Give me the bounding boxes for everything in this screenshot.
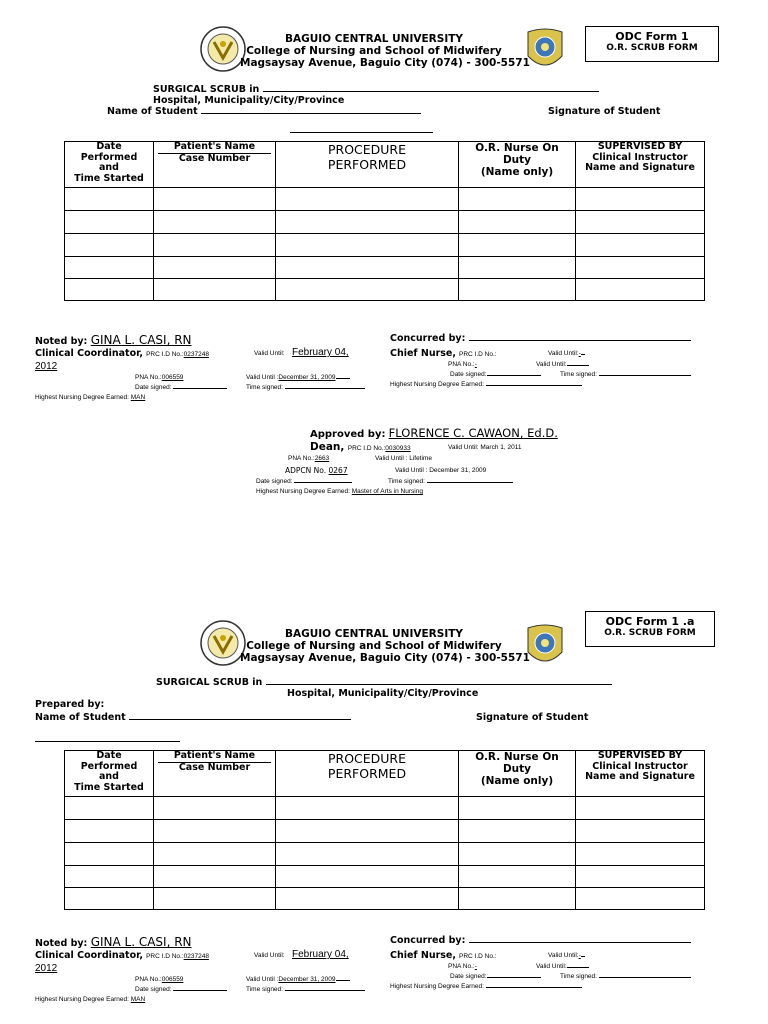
- form-code: ODC Form 1: [615, 30, 689, 43]
- coord-degree: Highest Nursing Degree Earned: MAN: [35, 394, 146, 401]
- form-title: O.R. SCRUB FORM: [604, 628, 696, 638]
- college-address: Magsaysay Avenue, Baguio City (074) - 300-5571: [240, 57, 530, 69]
- chief-time-signed: Time signed:: [560, 371, 691, 378]
- coord-date-signed: Date signed:: [135, 384, 227, 391]
- table-cell[interactable]: [276, 797, 459, 820]
- coord-degree: Highest Nursing Degree Earned: MAN: [35, 996, 146, 1003]
- form-title: O.R. SCRUB FORM: [606, 43, 698, 53]
- coord-valid-label: Valid Until:: [254, 350, 285, 357]
- table-cell[interactable]: [154, 797, 276, 820]
- coord-time-signed: Time signed:: [246, 986, 365, 993]
- dean-pna-valid: Valid Until : Lifetime: [375, 455, 432, 462]
- table-cell[interactable]: [576, 279, 705, 301]
- table-row: [65, 888, 705, 910]
- table-cell[interactable]: [459, 234, 576, 257]
- hospital-label: Hospital, Municipality/City/Province: [287, 688, 479, 699]
- coordinator-line: Clinical Coordinator, PRC I.D No.:0237248: [35, 950, 209, 961]
- form-code: ODC Form 1 .a: [605, 615, 695, 628]
- table-cell[interactable]: [154, 866, 276, 888]
- table-cell[interactable]: [576, 843, 705, 866]
- table-cell[interactable]: [576, 820, 705, 843]
- table-cell[interactable]: [276, 188, 459, 211]
- table-cell[interactable]: [276, 279, 459, 301]
- table-cell[interactable]: [65, 234, 154, 257]
- table-row: [65, 279, 705, 301]
- table-row: [65, 797, 705, 820]
- college-name: College of Nursing and School of Midwifery: [246, 45, 502, 57]
- table-cell[interactable]: [276, 234, 459, 257]
- table-row: [65, 234, 705, 257]
- table-cell[interactable]: [276, 211, 459, 234]
- col-date-header: Date Performed and Time Started: [65, 751, 154, 797]
- table-row: [65, 843, 705, 866]
- chief-degree: Highest Nursing Degree Earned:: [390, 381, 582, 388]
- dean-time-signed: Time signed:: [388, 478, 513, 485]
- approved-by-name: FLORENCE C. CAWAON, Ed.D.: [388, 426, 558, 440]
- coord-valid: February 04,: [292, 347, 349, 358]
- hospital-label: Hospital, Municipality/City/Province: [153, 95, 345, 106]
- student-name-label: Name of Student: [35, 712, 351, 723]
- university-name: BAGUIO CENTRAL UNIVERSITY: [285, 628, 463, 640]
- table-cell[interactable]: [276, 866, 459, 888]
- coord-year: 2012: [35, 963, 58, 974]
- coord-pna-valid: Valid Until :December 31, 2009: [246, 374, 350, 381]
- dean-adpcn: ADPCN No. 0267: [285, 466, 348, 475]
- coord-pna: PNA No.:006559: [135, 374, 184, 381]
- coord-time-signed: Time signed:: [246, 384, 365, 391]
- table-row: [65, 866, 705, 888]
- table-cell[interactable]: [576, 234, 705, 257]
- table-row: [65, 211, 705, 234]
- table-cell[interactable]: [65, 866, 154, 888]
- table-cell[interactable]: [276, 843, 459, 866]
- coord-pna: PNA No.:006559: [135, 976, 184, 983]
- chief-degree: Highest Nursing Degree Earned:: [390, 983, 582, 990]
- chief-pna: PNA No.:-: [448, 361, 477, 368]
- table-cell[interactable]: [154, 257, 276, 279]
- chief-valid: Valid Until:-: [548, 952, 585, 959]
- college-name: College of Nursing and School of Midwifery: [246, 640, 502, 652]
- table-row: [65, 188, 705, 211]
- form-code-box: [585, 26, 719, 62]
- table-cell[interactable]: [154, 211, 276, 234]
- dean-pna: PNA No.:2663: [288, 455, 330, 462]
- table-cell[interactable]: [276, 888, 459, 910]
- signature-line: [290, 118, 433, 137]
- table-cell[interactable]: [276, 820, 459, 843]
- table-cell[interactable]: [65, 279, 154, 301]
- scrub-log-table: [64, 141, 705, 301]
- table-cell[interactable]: [459, 188, 576, 211]
- col-supervisor-header: SUPERVISED BY Clinical Instructor Name and Signature: [576, 751, 705, 797]
- chief-pna: PNA No.:-: [448, 963, 477, 970]
- coord-year: 2012: [35, 361, 58, 372]
- concurred-by: Concurred by:: [390, 935, 691, 946]
- noted-by: Noted by: GINA L. CASI, RN: [35, 935, 192, 949]
- prepared-by-label: Prepared by:: [35, 699, 105, 710]
- table-cell[interactable]: [576, 888, 705, 910]
- noted-by-name: GINA L. CASI, RN: [90, 935, 192, 949]
- table-cell[interactable]: [65, 820, 154, 843]
- coord-pna-valid: Valid Until :December 31, 2009: [246, 976, 350, 983]
- table-cell[interactable]: [459, 820, 576, 843]
- table-row: [65, 257, 705, 279]
- student-signature-label: Signature of Student: [476, 712, 589, 723]
- college-crest-icon: [526, 28, 564, 72]
- table-cell[interactable]: [576, 797, 705, 820]
- university-name: BAGUIO CENTRAL UNIVERSITY: [285, 33, 463, 45]
- chief-date-signed: Date signed:: [450, 973, 541, 980]
- table-cell[interactable]: [459, 211, 576, 234]
- table-cell[interactable]: [576, 866, 705, 888]
- signature-line: [35, 727, 180, 746]
- table-cell[interactable]: [459, 257, 576, 279]
- approved-by: Approved by: FLORENCE C. CAWAON, Ed.D.: [310, 426, 558, 440]
- chief-pna-valid: Valid Until:: [536, 963, 589, 970]
- col-nurse-header: O.R. Nurse On Duty (Name only): [459, 142, 576, 188]
- concurred-by: Concurred by:: [390, 333, 691, 344]
- table-cell[interactable]: [459, 797, 576, 820]
- col-supervisor-header: SUPERVISED BY Clinical Instructor Name and Signature: [576, 142, 705, 188]
- table-cell[interactable]: [459, 279, 576, 301]
- chief-pna-valid: Valid Until:: [536, 361, 589, 368]
- chief-time-signed: Time signed:: [560, 973, 691, 980]
- dean-valid: Valid Until: March 1, 2011: [448, 444, 522, 451]
- table-cell[interactable]: [154, 188, 276, 211]
- table-cell[interactable]: [65, 188, 154, 211]
- noted-by-name: GINA L. CASI, RN: [90, 333, 192, 347]
- table-cell[interactable]: [459, 843, 576, 866]
- surgical-scrub-label: SURGICAL SCRUB in: [156, 677, 612, 688]
- coordinator-line: Clinical Coordinator, PRC I.D No.:0237248: [35, 348, 209, 359]
- table-cell[interactable]: [276, 257, 459, 279]
- table-cell[interactable]: [459, 888, 576, 910]
- scrub-log-table: [64, 750, 705, 910]
- table-cell[interactable]: [65, 257, 154, 279]
- table-cell[interactable]: [65, 797, 154, 820]
- college-crest-icon: [526, 624, 564, 668]
- table-cell[interactable]: [65, 211, 154, 234]
- dean-degree: Highest Nursing Degree Earned: Master of Arts in Nursing: [256, 488, 423, 495]
- table-cell[interactable]: [154, 888, 276, 910]
- student-signature-label: Signature of Student: [548, 106, 661, 117]
- coord-valid: February 04,: [292, 949, 349, 960]
- student-name-label: Name of Student: [107, 106, 421, 117]
- form-code-box: [585, 611, 715, 647]
- chief-valid: Valid Until:-: [548, 350, 585, 357]
- col-procedure-header: PROCEDURE PERFORMED: [276, 142, 459, 188]
- college-address: Magsaysay Avenue, Baguio City (074) - 300-5571: [240, 652, 530, 664]
- col-procedure-header: PROCEDURE PERFORMED: [276, 751, 459, 797]
- table-cell[interactable]: [459, 866, 576, 888]
- table-cell[interactable]: [576, 188, 705, 211]
- table-cell[interactable]: [154, 234, 276, 257]
- chief-nurse-line: Chief Nurse, PRC I.D No.:: [390, 950, 497, 961]
- col-patient-header: Patient's Name Case Number: [154, 751, 276, 797]
- table-cell[interactable]: [154, 843, 276, 866]
- table-cell[interactable]: [154, 820, 276, 843]
- dean-date-signed: Date signed:: [256, 478, 352, 485]
- surgical-scrub-label: SURGICAL SCRUB in: [153, 84, 599, 95]
- table-cell[interactable]: [576, 211, 705, 234]
- table-row: [65, 820, 705, 843]
- col-date-header: Date Performed and Time Started: [65, 142, 154, 188]
- coord-date-signed: Date signed:: [135, 986, 227, 993]
- dean-line: Dean, PRC I.D No.:0030933: [310, 441, 411, 453]
- table-cell[interactable]: [65, 888, 154, 910]
- chief-date-signed: Date signed:: [450, 371, 541, 378]
- table-cell[interactable]: [154, 279, 276, 301]
- table-cell[interactable]: [65, 843, 154, 866]
- col-patient-header: Patient's Name Case Number: [154, 142, 276, 188]
- col-nurse-header: O.R. Nurse On Duty (Name only): [459, 751, 576, 797]
- coord-valid-label: Valid Until:: [254, 952, 285, 959]
- noted-by: Noted by: GINA L. CASI, RN: [35, 333, 192, 347]
- table-cell[interactable]: [576, 257, 705, 279]
- dean-adpcn-valid: Valid Until : December 31, 2009: [395, 467, 487, 474]
- chief-nurse-line: Chief Nurse, PRC I.D No.:: [390, 348, 497, 359]
